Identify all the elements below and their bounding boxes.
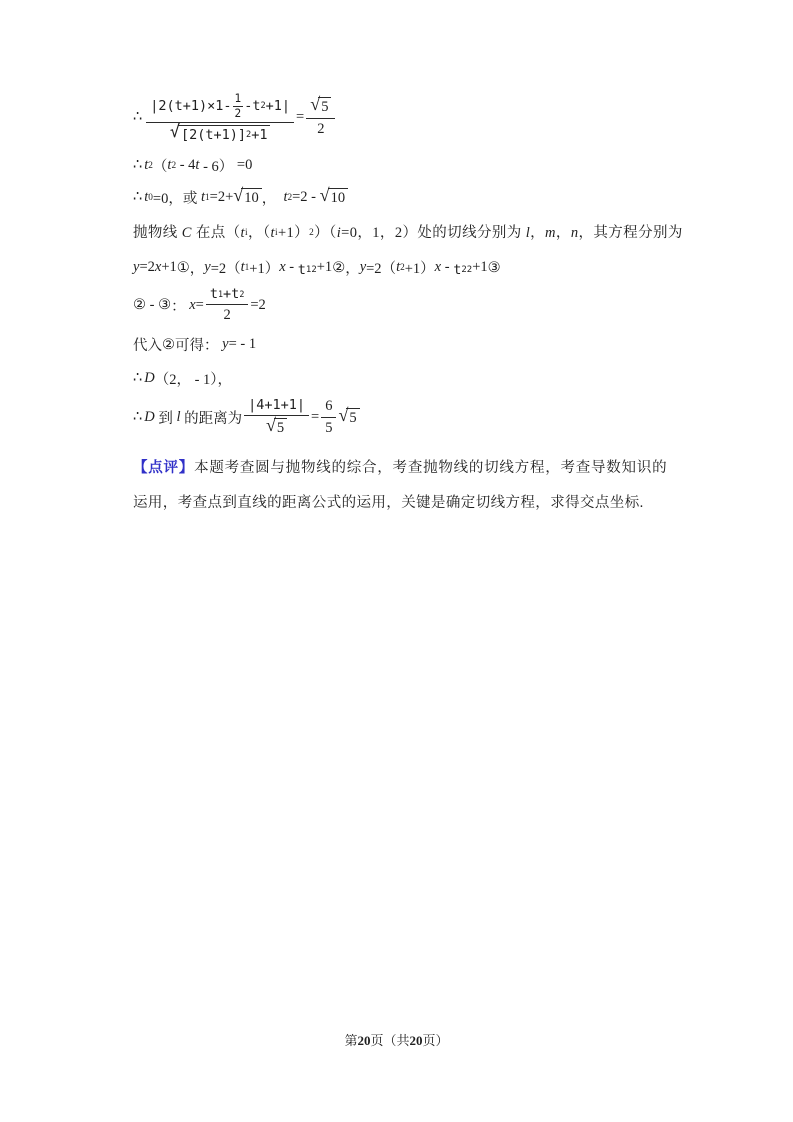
variable-ti: t [240, 225, 245, 241]
variable-l: l [176, 408, 181, 425]
radicand: 10 [328, 188, 349, 207]
therefore-symbol: ∴ [133, 189, 143, 205]
formula-line-substitute [133, 334, 667, 355]
footer-text: 页（共 [370, 1033, 410, 1048]
math-token: = - 1 [228, 336, 257, 352]
math-token: =2（ [210, 261, 241, 277]
circled-number-2: ② [133, 297, 146, 313]
fraction-numerator: |2(t+1)×1- $\frac{1}{2}$ -t 2 +1| [146, 92, 294, 123]
variable-t: t [167, 157, 172, 173]
text-line-tangent-setup: 抛物线 C 在点（ t i ，（ t i +1） 2 ）（ i =0，1，2）处的切线分别为 l ， m ， n ，其方程分别为 [133, 221, 667, 245]
plus-sign: + [223, 286, 232, 302]
math-token: - 4 [176, 157, 196, 173]
math-token: =2（ [366, 261, 397, 277]
mono-variable-t2: t [231, 286, 240, 302]
variable-y: y [204, 259, 211, 275]
fraction-denominator [266, 416, 287, 437]
math-token: ： [171, 298, 190, 315]
fraction-numerator: 1 [234, 92, 242, 105]
footer-text: 第 [344, 1033, 358, 1048]
circled-number-1: ① [176, 259, 190, 276]
radical [319, 185, 348, 207]
fraction-numerator [306, 94, 335, 119]
text-token: ，其方程分别为 [578, 225, 683, 241]
fraction-denominator [170, 123, 271, 143]
radical [310, 94, 331, 116]
math-token: +1 [472, 259, 488, 275]
variable-y: y [133, 259, 140, 275]
therefore-symbol: ∴ [133, 370, 143, 386]
therefore-symbol: ∴ [133, 109, 143, 125]
text-token: ， [555, 225, 571, 241]
math-token: +1| [265, 98, 291, 114]
comment-text: 本题考查圆与抛物线的综合，考查抛物线的切线方程，考查导数知识的运用，考查点到直线的距离公式的运用，关键是确定切线方程，求得交点坐标. [133, 460, 667, 511]
math-token: ， [261, 191, 284, 207]
radical [338, 404, 359, 427]
math-token: +1 [316, 259, 333, 275]
fraction-denominator: 2 [317, 121, 325, 137]
result-fraction [321, 398, 336, 437]
math-token: =2 [139, 259, 155, 275]
equals-sign: = [296, 109, 305, 125]
text-token: 代入 [133, 338, 162, 354]
equals-sign: = [311, 408, 320, 425]
formula-line-distance-result [133, 397, 667, 437]
text-token: =0，1，2）处的切线分别为 [341, 225, 526, 241]
math-token: =0 [236, 157, 253, 173]
variable-l: l [525, 225, 531, 241]
text-token: +1） [277, 225, 310, 241]
variable-x: x [279, 259, 286, 275]
fraction-numerator: 6 [321, 398, 336, 418]
variable-t2: t [396, 259, 401, 275]
math-token: （2， - 1）， [154, 372, 233, 388]
math-token: +1） [404, 261, 435, 277]
formula-line-roots: ∴ t 0 =0，或 t 1 =2+ √ 10 ， t 2 =2 - √ 10 [133, 187, 667, 208]
rhs-fraction [306, 94, 335, 138]
math-token: +1 [161, 259, 177, 275]
math-token: （ [152, 159, 168, 175]
radicand: 5 [274, 418, 287, 437]
math-token: +1） [249, 261, 280, 277]
half-fraction [233, 92, 244, 120]
formula-line-subtract-equations [133, 286, 667, 324]
variable-ti: t [270, 225, 275, 241]
math-token: =2 [250, 296, 266, 313]
variable-m: m [545, 225, 556, 241]
fraction-numerator: |4+1+1| [244, 397, 309, 416]
fraction-numerator: t 1 + t 2 [206, 286, 249, 305]
math-token: -t [244, 98, 261, 114]
radical-sign: √ [310, 94, 321, 114]
formula-line-tangent-equations: y =2 x +1 ① ， y =2（ t 1 +1） x - t $_1$ $^2$ +1 ② ， y =2（ t 2 +1） x - t $_2$ $^2$ +1 ③ [133, 259, 501, 278]
mono-variable-t1: t [209, 286, 218, 302]
variable-t2: t [283, 189, 288, 205]
text-token: 的距离为 [180, 410, 243, 427]
comment-label: 【点评】 [133, 460, 195, 476]
solution-content [133, 92, 683, 521]
math-token: - [285, 259, 298, 275]
math-token: +1 [251, 127, 268, 143]
therefore-symbol: ∴ [133, 408, 143, 425]
radical [265, 415, 287, 437]
variable-t: t [195, 157, 200, 173]
math-token: =0，或 [152, 191, 201, 207]
circled-number-2: ② [332, 259, 346, 276]
comment-paragraph [133, 451, 667, 521]
formula-line-distance-equation [133, 92, 667, 143]
formula-line-point-D [133, 368, 667, 389]
variable-n: n [570, 225, 579, 241]
math-token: =2+ [209, 189, 234, 205]
text-token: ）（ [314, 225, 337, 241]
radicand: 5 [346, 408, 359, 427]
math-token: [2(t+1)] [180, 127, 246, 143]
math-token: ， [189, 261, 205, 277]
radical [169, 121, 271, 143]
fraction-denominator: 5 [325, 419, 333, 436]
radicand: 5 [318, 97, 331, 116]
radical-sign: √ [338, 404, 349, 425]
page-footer [0, 1030, 793, 1049]
variable-D: D [144, 408, 155, 425]
math-token: =2 - [292, 189, 320, 205]
math-token: - 6） [199, 159, 237, 175]
formula-line-quadratic: ∴ t 2 （ t 2 - 4 t - 6） =0 [133, 157, 253, 175]
circled-number-3: ③ [487, 259, 501, 276]
radicand: 10 [241, 188, 262, 207]
page-number: 20 [357, 1033, 371, 1048]
equals-sign: = [195, 296, 204, 313]
math-token: - [146, 296, 159, 313]
variable-D: D [144, 370, 155, 386]
variable-t1: t [240, 259, 245, 275]
variable-t: t [144, 157, 149, 173]
radical-sign: √ [233, 185, 244, 205]
variable-t0: t [144, 189, 149, 205]
circled-number-3: ③ [158, 297, 172, 313]
radical-sign: √ [319, 185, 330, 205]
variable-C: C [181, 225, 192, 241]
radicand: [2(t+1)] 2 +1 [178, 125, 271, 143]
distance-fraction [244, 397, 309, 437]
variable-y: y [222, 336, 229, 352]
footer-text: 页） [422, 1033, 449, 1048]
midpoint-fraction [206, 286, 249, 324]
mono-variable-t1: t [297, 261, 306, 278]
variable-x: x [434, 259, 442, 275]
variable-t1: t [200, 189, 205, 205]
variable-y: y [359, 259, 367, 275]
circled-number-2: ② [162, 336, 175, 353]
variable-x: x [154, 259, 162, 275]
radical-sign: √ [169, 121, 180, 141]
text-token: 抛物线 [133, 225, 182, 241]
math-token: - [441, 259, 454, 275]
text-token: 到 [154, 410, 177, 427]
math-token: ， [345, 261, 360, 277]
text-token: ， [530, 225, 546, 241]
mono-variable-t2: t [453, 261, 462, 278]
main-fraction [146, 92, 294, 143]
math-token: |2(t+1)×1- [150, 98, 232, 114]
radical-sign: √ [265, 415, 276, 435]
fraction-denominator: 2 [223, 307, 231, 323]
text-token: 可得： [175, 338, 223, 354]
variable-x: x [189, 296, 196, 313]
text-token: 在点（ [191, 225, 241, 241]
text-token: ，（ [247, 225, 271, 241]
therefore-symbol: ∴ [133, 157, 143, 173]
total-pages: 20 [409, 1033, 423, 1048]
variable-i: i [336, 225, 342, 241]
fraction-denominator: 2 [234, 107, 242, 120]
radical [233, 185, 261, 207]
